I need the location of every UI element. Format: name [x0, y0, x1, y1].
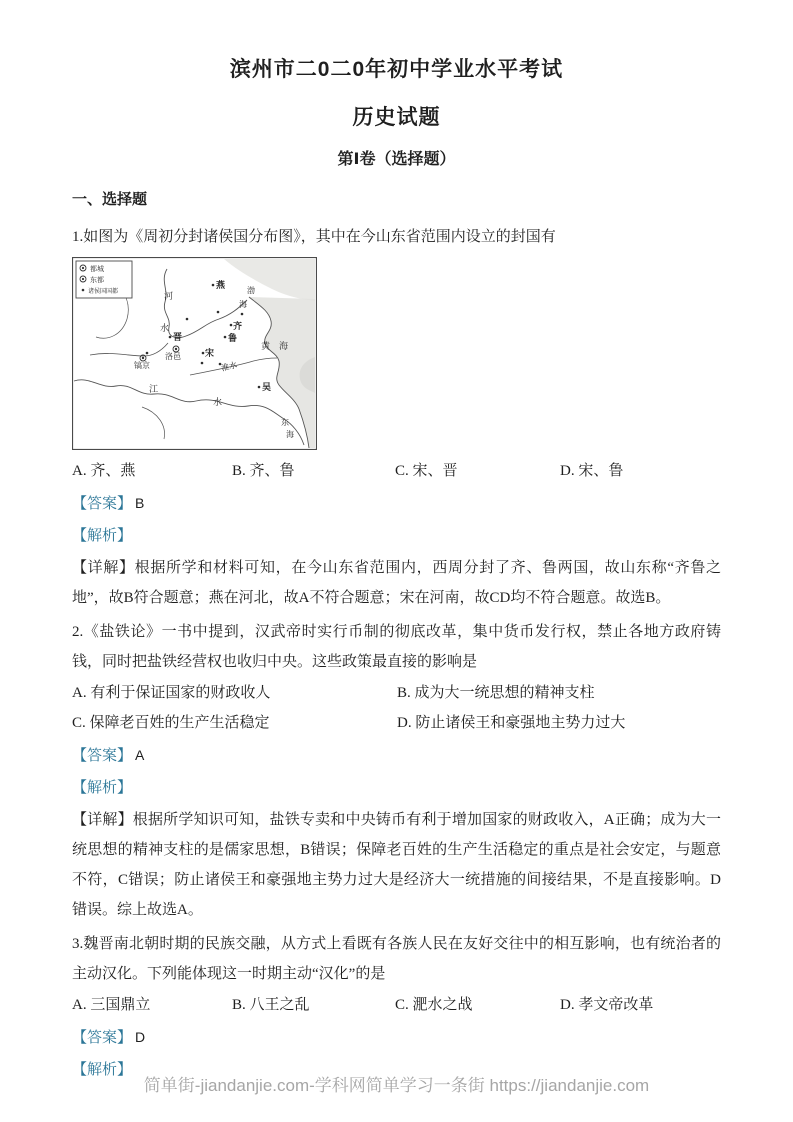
option-a: A. 齐、燕 [72, 463, 136, 479]
map-label: 晋 [173, 332, 183, 342]
question-1-analysis-label: 【解析】 [72, 528, 133, 544]
map-label: 海 [286, 430, 294, 439]
part-heading: 一、选择题 [72, 191, 148, 208]
question-1-stem: 1.如图为《周初分封诸侯国分布图》，其中在今山东省范围内设立的封国有 [72, 229, 556, 245]
luoyi-capital-dot-icon [175, 348, 177, 350]
section-heading: 第Ⅰ卷（选择题） [337, 151, 456, 168]
map-label: 海 [239, 300, 247, 309]
map-label: 海 [279, 341, 289, 351]
question-3-answer [72, 1022, 721, 1053]
detail-label: 【详解】 [72, 812, 133, 828]
option-a: A. 有利于保证国家的财政收人 [72, 685, 271, 701]
map-label: 吴 [262, 382, 272, 392]
answer-label: 【答案】 [72, 748, 133, 764]
map-legend-label: 都城 [90, 265, 104, 273]
option-d: D. 宋、鲁 [560, 463, 624, 479]
map-legend-label: 诸侯国国都 [88, 289, 119, 295]
option-c: C. 淝水之战 [395, 997, 473, 1013]
answer-label: 【答案】 [72, 1030, 133, 1046]
map-label: 河 [164, 291, 174, 301]
map-label: 东 [281, 418, 289, 427]
option-c: C. 保障老百姓的生产生活稳定 [72, 715, 270, 731]
question-1-options [72, 456, 721, 486]
east-capital-symbol-dot-icon [82, 278, 84, 280]
detail-label: 【详解】 [72, 560, 135, 576]
question-1-answer [72, 488, 721, 519]
map-label: 黄 [261, 341, 271, 351]
detail-text: 根据所学和材料可知，在今山东省范围内，西周分封了齐、鲁两国，故山东称“齐鲁之地”，故B符合题意；燕在河北，故A不符合题意；宋在河南，故CD均不符合题意。故选B。 [72, 560, 721, 606]
map-label: 渤 [247, 286, 255, 295]
option-a: A. 三国鼎立 [72, 997, 151, 1013]
answer-value: B [135, 495, 145, 511]
haojing-capital-dot-icon [142, 357, 144, 359]
map-label: 淮水 [220, 360, 239, 373]
map-legend-label: 东都 [90, 276, 104, 284]
question-3-analysis-label: 【解析】 [72, 1062, 133, 1078]
exam-subtitle: 历史试题 [352, 106, 441, 129]
option-c: C. 宋、晋 [395, 463, 458, 479]
answer-value: D [135, 1029, 146, 1045]
map-figure [72, 257, 317, 450]
map-label: 燕 [216, 280, 226, 290]
question-2-answer [72, 740, 721, 771]
exam-title: 滨州市二0二0年初中学业水平考试 [229, 58, 564, 81]
map-label: 洛邑 [165, 352, 181, 361]
map-label: 水 [213, 397, 223, 407]
question-1-detail [72, 553, 721, 613]
question-2-analysis-label: 【解析】 [72, 780, 133, 796]
option-d: D. 孝文帝改革 [560, 997, 654, 1013]
question-3-options [72, 990, 721, 1020]
map-legend [76, 261, 132, 298]
option-b: B. 八王之乱 [232, 997, 310, 1013]
page-footer: 简单街-jiandanjie.com-学科网简单学习一条街 https://jiandanjie.com [143, 1076, 650, 1095]
question-3-stem: 3.魏晋南北朝时期的民族交融，从方式上看既有各族人民在友好交往中的相互影响，也有统治者的主动汉化。下列能体现这一时期主动“汉化”的是 [72, 936, 721, 982]
map-label: 水 [160, 323, 170, 333]
map-label: 宋 [205, 348, 215, 358]
question-2-options [72, 678, 721, 738]
answer-label: 【答案】 [72, 496, 133, 512]
question-2-stem: 2.《盐铁论》一书中提到，汉武帝时实行币制的彻底改革，集中货币发行权，禁止各地方政府铸钱，同时把盐铁经营权也收归中央。这些政策最直接的影响是 [72, 624, 721, 670]
map-label: 鲁 [228, 333, 238, 343]
map-label: 镐京 [134, 361, 150, 370]
option-d: D. 防止诸侯王和豪强地主势力过大 [397, 715, 626, 731]
question-2-detail [72, 805, 721, 925]
option-b: B. 齐、鲁 [232, 463, 295, 479]
map-label: 齐 [233, 321, 243, 331]
answer-value: A [135, 747, 145, 763]
zhou-feudal-states-map [72, 257, 317, 450]
state-capital-symbol-icon [82, 289, 85, 292]
detail-text: 根据所学知识可知，盐铁专卖和中央铸币有利于增加国家的财政收入，A正确；成为大一统思想的精神支柱的是儒家思想，B错误；保障老百姓的生产生活稳定的重点是社会安定，与题意不符，C错误；防止诸侯王和豪强地主势力过大是经济大一统措施的间接结果，不是直接影响。D错误。综上故选A。 [72, 812, 721, 918]
map-label: 江 [149, 384, 159, 394]
option-b: B. 成为大一统思想的精神支柱 [397, 685, 595, 701]
capital-symbol-dot-icon [82, 267, 84, 269]
